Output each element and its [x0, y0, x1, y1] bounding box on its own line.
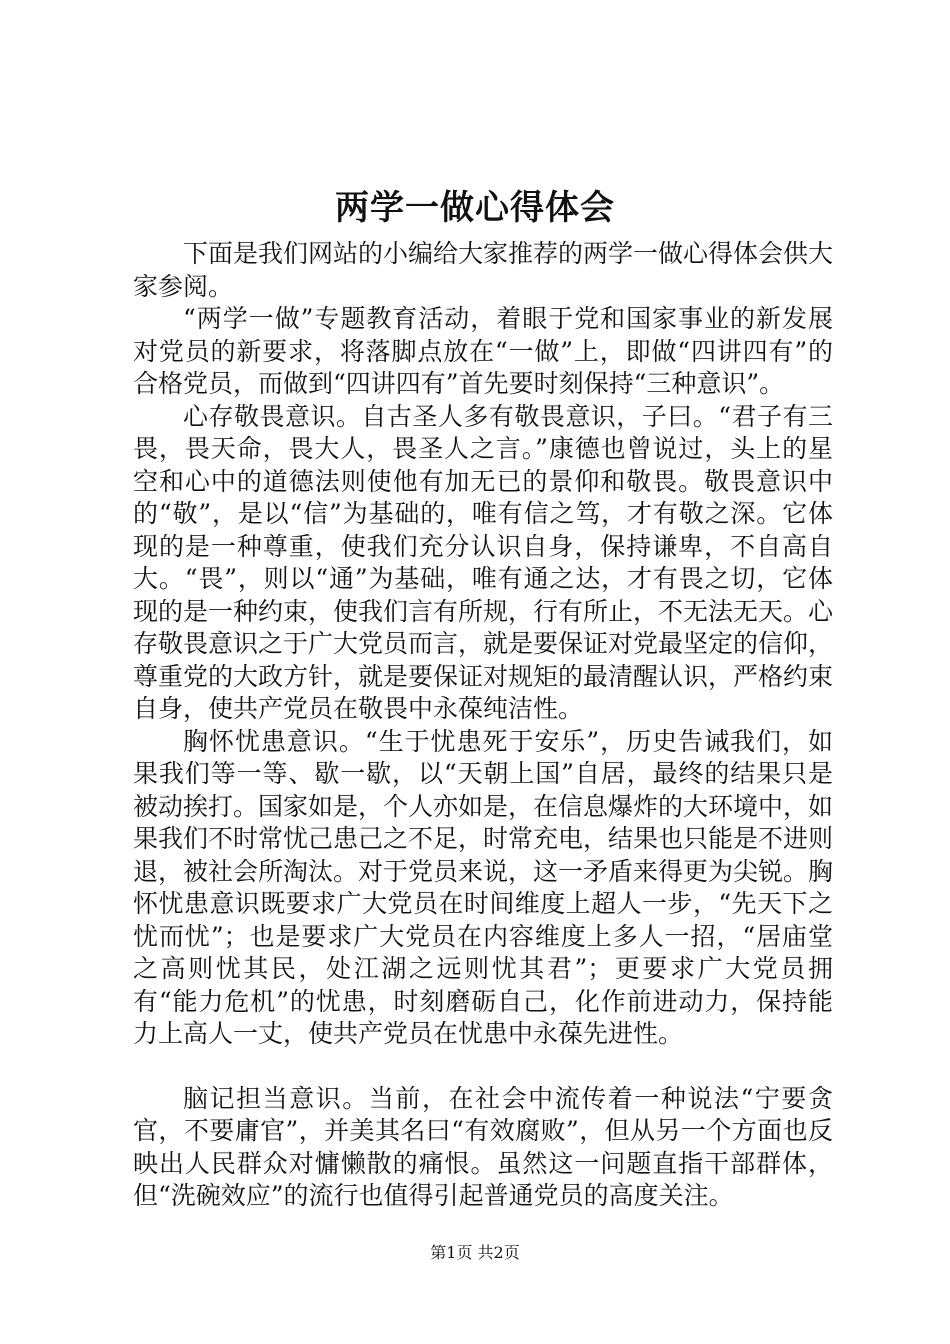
document-body [133, 238, 833, 1213]
document-title: 两学一做心得体会 [335, 188, 615, 228]
paragraph-reverence: 心存敬畏意识。自古圣人多有敬畏意识，子曰。“君子有三畏，畏天命，畏大人，畏圣人之言。”康德也曾说过，头上的星空和心中的道德法则使他有加无已的景仰和敬畏。敬畏意识中的“敬”，是以“信”为基础的，唯有信之笃，才有敬之深。它体现的是一种尊重，使我们充分认识自身，保持谦卑，不自高自大。“畏”，则以“通”为基础，唯有通之达，才有畏之切，它体现的是一种约束，使我们言有所规，行有所止，不无法无天。心存敬畏意识之于广大党员而言，就是要保证对党最坚定的信仰，尊重党的大政方针，就是要保证对规矩的最清醒认识，严格约束自身，使共产党员在敬畏中永葆纯洁性。 [133, 401, 834, 723]
paragraph-concern: 胸怀忧患意识。“生于忧患死于安乐”，历史告诫我们，如果我们等一等、歇一歇，以“天朝上国”自居，最终的结果只是被动挨打。国家如是，个人亦如是，在信息爆炸的大环境中，如果我们不时常忧己患己之不足，时常充电，结果也只能是不进则退，被社会所淘汰。对于党员来说，这一矛盾来得更为尖锐。胸怀忧患意识既要求广大党员在时间维度上超人一步，“先天下之忧而忧”；也是要求广大党员在内容维度上多人一招，“居庙堂之高则忧其民，处江湖之远则忧其君”；更要求广大党员拥有“能力危机”的忧患，时刻磨砺自己，化作前进动力，保持能力上高人一丈，使共产党员在忧患中永葆先进性。 [133, 726, 834, 1048]
paragraph-intro: 下面是我们网站的小编给大家推荐的两学一做心得体会供大家参阅。 [133, 239, 834, 301]
paragraph-overview: “两学一做”专题教育活动，着眼于党和国家事业的新发展对党员的新要求，将落脚点放在“一做”上，即做“四讲四有”的合格党员，而做到“四讲四有”首先要时刻保持“三种意识”。 [133, 304, 833, 398]
page-number-footer: 第1页 共2页 [430, 1243, 520, 1262]
paragraph-responsibility: 脑记担当意识。当前，在社会中流传着一种说法“宁要贪官，不要庸官”，并美其名曰“有效腐败”，但从另一个方面也反映出人民群众对慵懒散的痛恨。虽然这一问题直指干部群体，但“洗碗效应”的流行也值得引起普通党员的高度关注。 [133, 1083, 833, 1210]
